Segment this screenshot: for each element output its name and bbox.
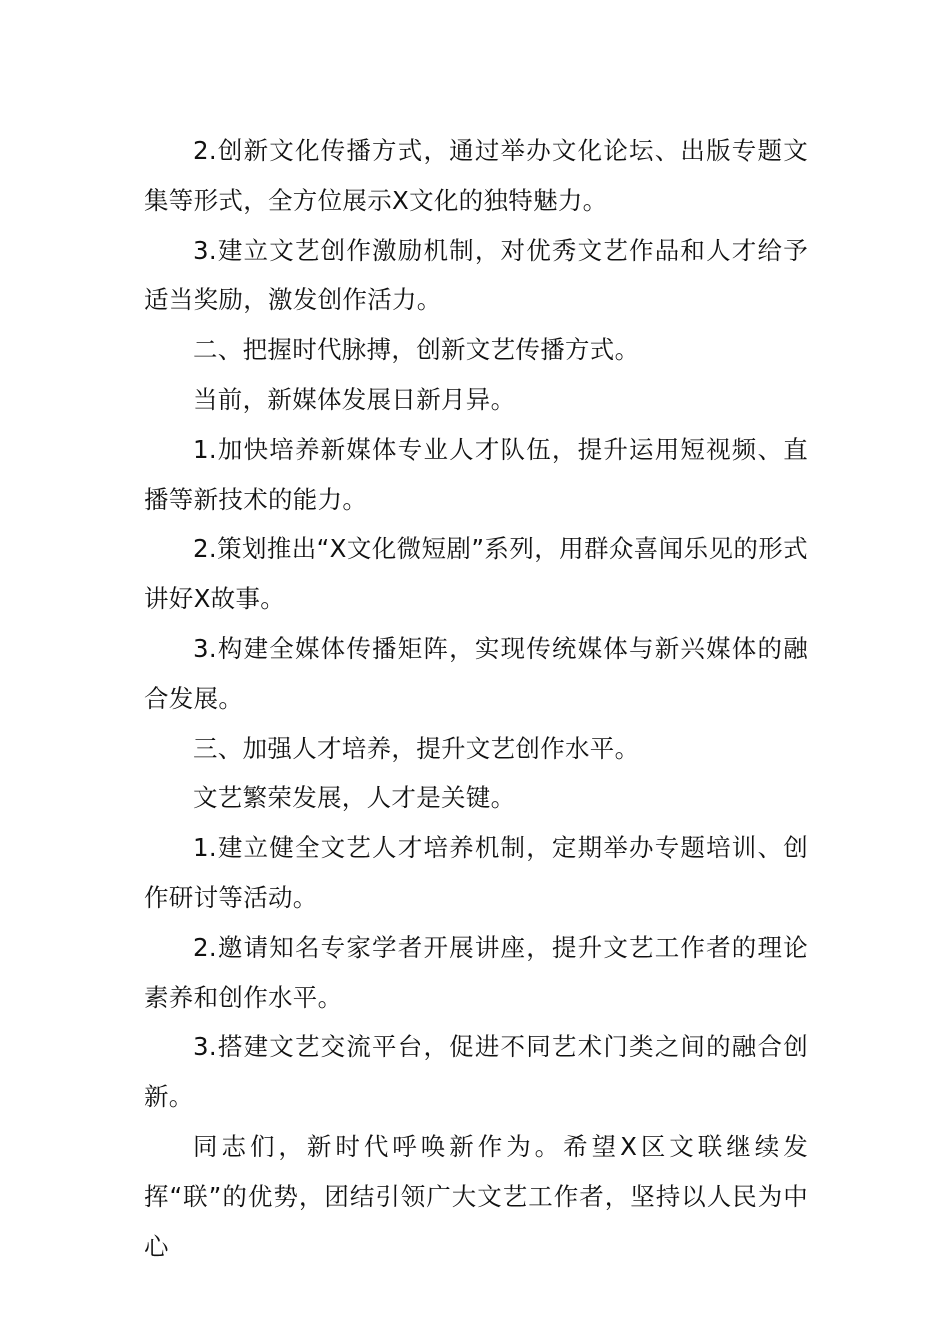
paragraph: 3.搭建文艺交流平台，促进不同艺术门类之间的融合创新。	[144, 1032, 808, 1112]
paragraph: 2.邀请知名专家学者开展讲座，提升文艺工作者的理论素养和创作水平。	[144, 932, 808, 1012]
paragraph: 2.策划推出“X文化微短剧”系列，用群众喜闻乐见的形式讲好X故事。	[144, 534, 808, 614]
paragraph: 3.构建全媒体传播矩阵，实现传统媒体与新兴媒体的融合发展。	[144, 633, 808, 713]
paragraph: 同志们，新时代呼唤新作为。希望X区文联继续发挥“联”的优势，团结引领广大文艺工作者，坚持以人民为中心	[144, 1131, 808, 1261]
paragraph: 3.建立文艺创作激励机制，对优秀文艺作品和人才给予适当奖励，激发创作活力。	[144, 235, 808, 315]
paragraph: 1.建立健全文艺人才培养机制，定期举办专题培训、创作研讨等活动。	[144, 833, 808, 912]
paragraph: 文艺繁荣发展，人才是关键。	[193, 783, 516, 813]
paragraph: 1.加快培养新媒体专业人才队伍，提升运用短视频、直播等新技术的能力。	[144, 434, 808, 514]
paragraph: 当前，新媒体发展日新月异。	[193, 384, 516, 414]
document-body	[144, 126, 808, 1271]
section-heading: 三、加强人才培养，提升文艺创作水平。	[193, 733, 640, 763]
paragraph: 2.创新文化传播方式，通过举办文化论坛、出版专题文集等形式，全方位展示X文化的独特魅力。	[144, 136, 808, 215]
section-heading: 二、把握时代脉搏，创新文艺传播方式。	[193, 335, 640, 365]
